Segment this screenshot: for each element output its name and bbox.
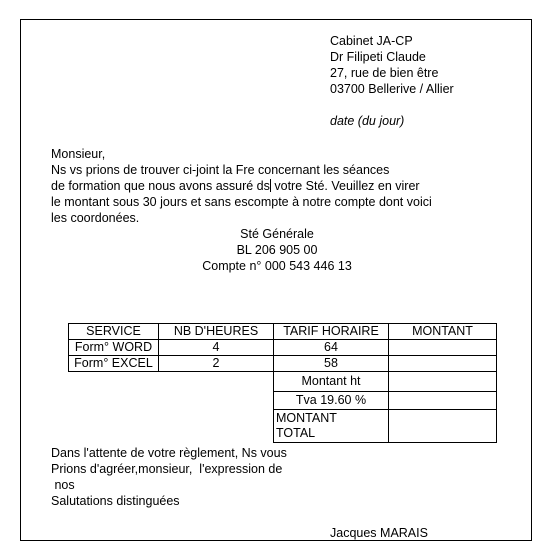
value-total-ht (389, 372, 497, 392)
closing-line-1: Dans l'attente de votre règlement, Ns vous (51, 446, 287, 460)
header-hours: NB D'HEURES (159, 324, 274, 340)
body-line-1: Ns vs prions de trouver ci-joint la Fre concernant les séances (51, 163, 390, 177)
label-total-2: TOTAL (276, 426, 316, 440)
label-total-ht: Montant ht (274, 372, 389, 392)
sender-line-1: Cabinet JA-CP (330, 34, 413, 48)
bank-code: BL 206 905 00 (236, 243, 318, 257)
table-header-row (69, 324, 497, 340)
body-line-3: le montant sous 30 jours et sans escompte à notre compte dont voici (51, 195, 432, 209)
total-row (69, 410, 497, 443)
body-line-2b: votre Sté. Veuillez en virer (274, 179, 420, 193)
cell-hours: 4 (159, 340, 274, 356)
tva-row (69, 392, 497, 410)
table-row (69, 340, 497, 356)
cell-service: Form° EXCEL (69, 356, 159, 372)
total-ht-row (69, 372, 497, 392)
header-rate: TARIF HORAIRE (274, 324, 389, 340)
body-line-2a: de formation que nous avons assuré ds (51, 179, 270, 193)
sender-line-4: 03700 Bellerive / Allier (330, 82, 454, 96)
cell-rate: 58 (274, 356, 389, 372)
label-tva: Tva 19.60 % (274, 392, 389, 410)
letter-date: date (du jour) (330, 114, 405, 128)
closing-line-4: Salutations distinguées (51, 494, 180, 508)
cell-service: Form° WORD (69, 340, 159, 356)
bank-name: Sté Générale (240, 227, 314, 241)
closing-line-2: Prions d'agréer,monsieur, l'expression de (51, 462, 283, 476)
label-total-1: MONTANT (276, 411, 337, 425)
sender-line-3: 27, rue de bien être (330, 66, 439, 80)
cell-amount (389, 356, 497, 372)
label-total (274, 410, 389, 443)
header-amount: MONTANT (389, 324, 497, 340)
sender-line-2: Dr Filipeti Claude (330, 50, 426, 64)
body-line-4: les coordonées. (51, 211, 140, 225)
cell-amount (389, 340, 497, 356)
body-line-2 (51, 178, 420, 194)
cell-hours: 2 (159, 356, 274, 372)
salutation: Monsieur, (51, 147, 106, 161)
table-row (69, 356, 497, 372)
value-tva (389, 392, 497, 410)
signature: Jacques MARAIS (330, 526, 428, 540)
invoice-table (68, 323, 497, 443)
value-total (389, 410, 497, 443)
bank-account: Compte n° 000 543 446 13 (202, 259, 352, 273)
header-service: SERVICE (69, 324, 159, 340)
cell-rate: 64 (274, 340, 389, 356)
closing-line-3: nos (51, 478, 75, 492)
